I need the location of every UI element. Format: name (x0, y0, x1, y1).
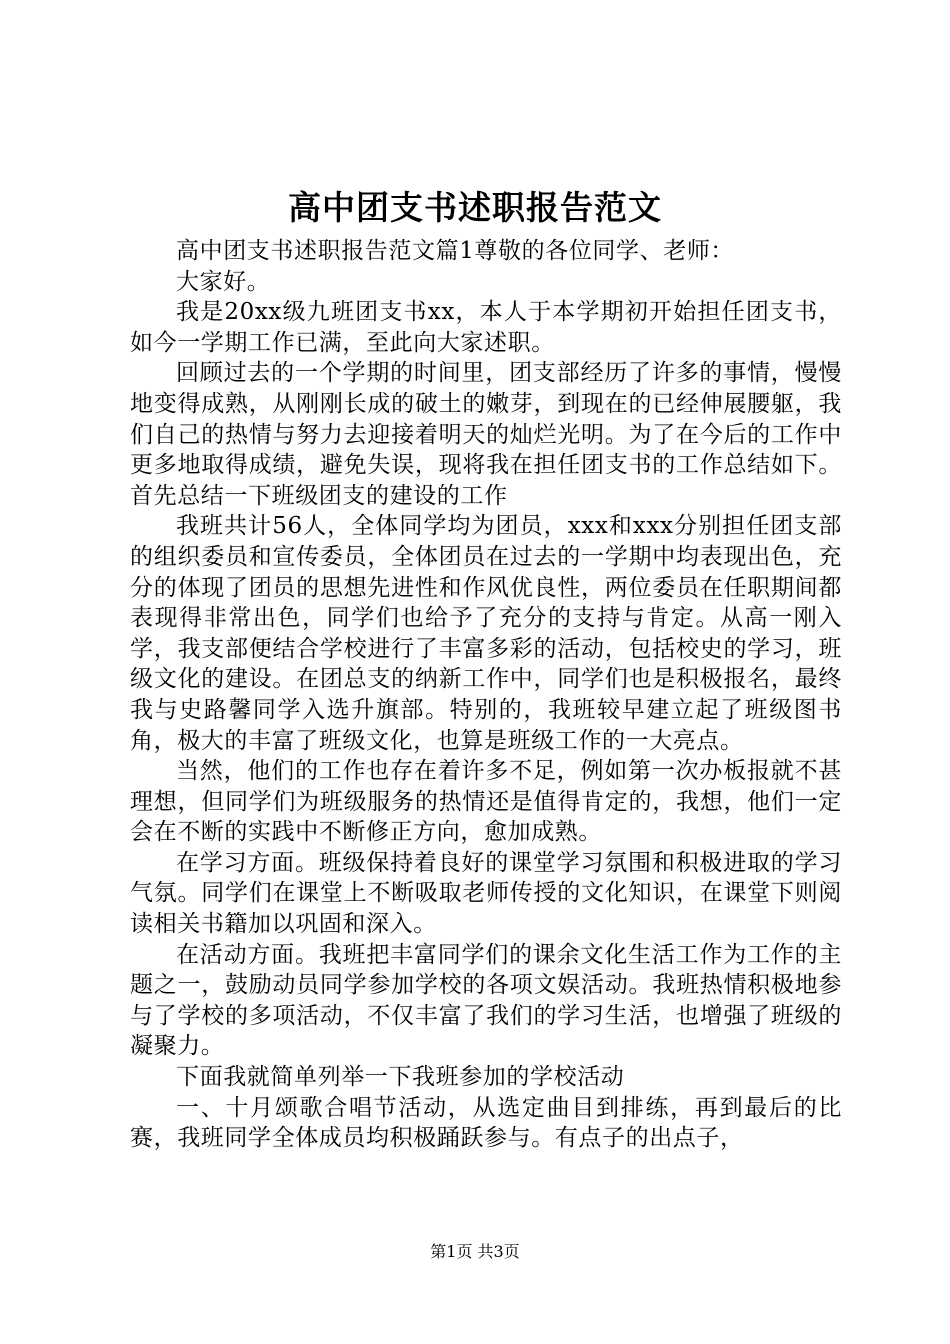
paragraph-study: 在学习方面。班级保持着良好的课堂学习氛围和积极进取的学习气氛。同学们在课堂上不断吸取老师传授的文化知识，在课堂下则阅读相关书籍加以巩固和深入。 (130, 849, 842, 938)
paragraph-self-introduction: 我是20xx级九班团支书xx，本人于本学期初开始担任团支书，如今一学期工作已满，至此向大家述职。 (130, 299, 842, 356)
document-title: 高中团支书述职报告范文 (288, 188, 662, 227)
paragraph-review: 回顾过去的一个学期的时间里，团支部经历了许多的事情，慢慢地变得成熟，从刚刚长成的破土的嫩芽，到现在的已经伸展腰躯，我们自己的热情与努力去迎接着明天的灿烂光明。为了在今后的工作中更多地取得成绩，避免失误，现将我在担任团支书的工作总结如下。首先总结一下班级团支的建设的工作 (130, 360, 842, 509)
paragraph-intro: 高中团支书述职报告范文篇1尊敬的各位同学、老师： (176, 238, 735, 264)
document-body (130, 236, 842, 1154)
paragraph-class-overview: 我班共计56人，全体同学均为团员，xxx和xxx分别担任团支部的组织委员和宣传委员，全体团员在过去的一学期中均表现出色，充分的体现了团员的思想先进性和作风优良性，两位委员在任职期间都表现得非常出色，同学们也给予了充分的支持与肯定。从高一刚入学，我支部便结合学校进行了丰富多彩的活动，包括校史的学习，班级文化的建设。在团总支的纳新工作中，同学们也是积极报名，最终我与史路馨同学入选升旗部。特别的，我班较早建立起了班级图书角，极大的丰富了班级文化，也算是班级工作的一大亮点。 (130, 513, 842, 754)
paragraph-activity-one: 一、十月颂歌合唱节活动，从选定曲目到排练，再到最后的比赛，我班同学全体成员均积极踊跃参与。有点子的出点子， (130, 1094, 842, 1152)
page-number-footer: 第1页 共3页 (430, 1242, 520, 1261)
paragraph-greeting: 大家好。 (176, 268, 271, 295)
paragraph-activities: 在活动方面。我班把丰富同学们的课余文化生活工作为工作的主题之一，鼓励动员同学参加学校的各项文娱活动。我班热情积极地参与了学校的多项活动，不仅丰富了我们的学习生活，也增强了班级的凝聚力。 (130, 941, 842, 1060)
paragraph-activity-list-intro: 下面我就简单列举一下我班参加的学校活动 (176, 1064, 625, 1091)
paragraph-shortcomings: 当然，他们的工作也存在着许多不足，例如第一次办板报就不甚理想，但同学们为班级服务的热情还是值得肯定的，我想，他们一定会在不断的实践中不断修正方向，愈加成熟。 (130, 758, 842, 846)
